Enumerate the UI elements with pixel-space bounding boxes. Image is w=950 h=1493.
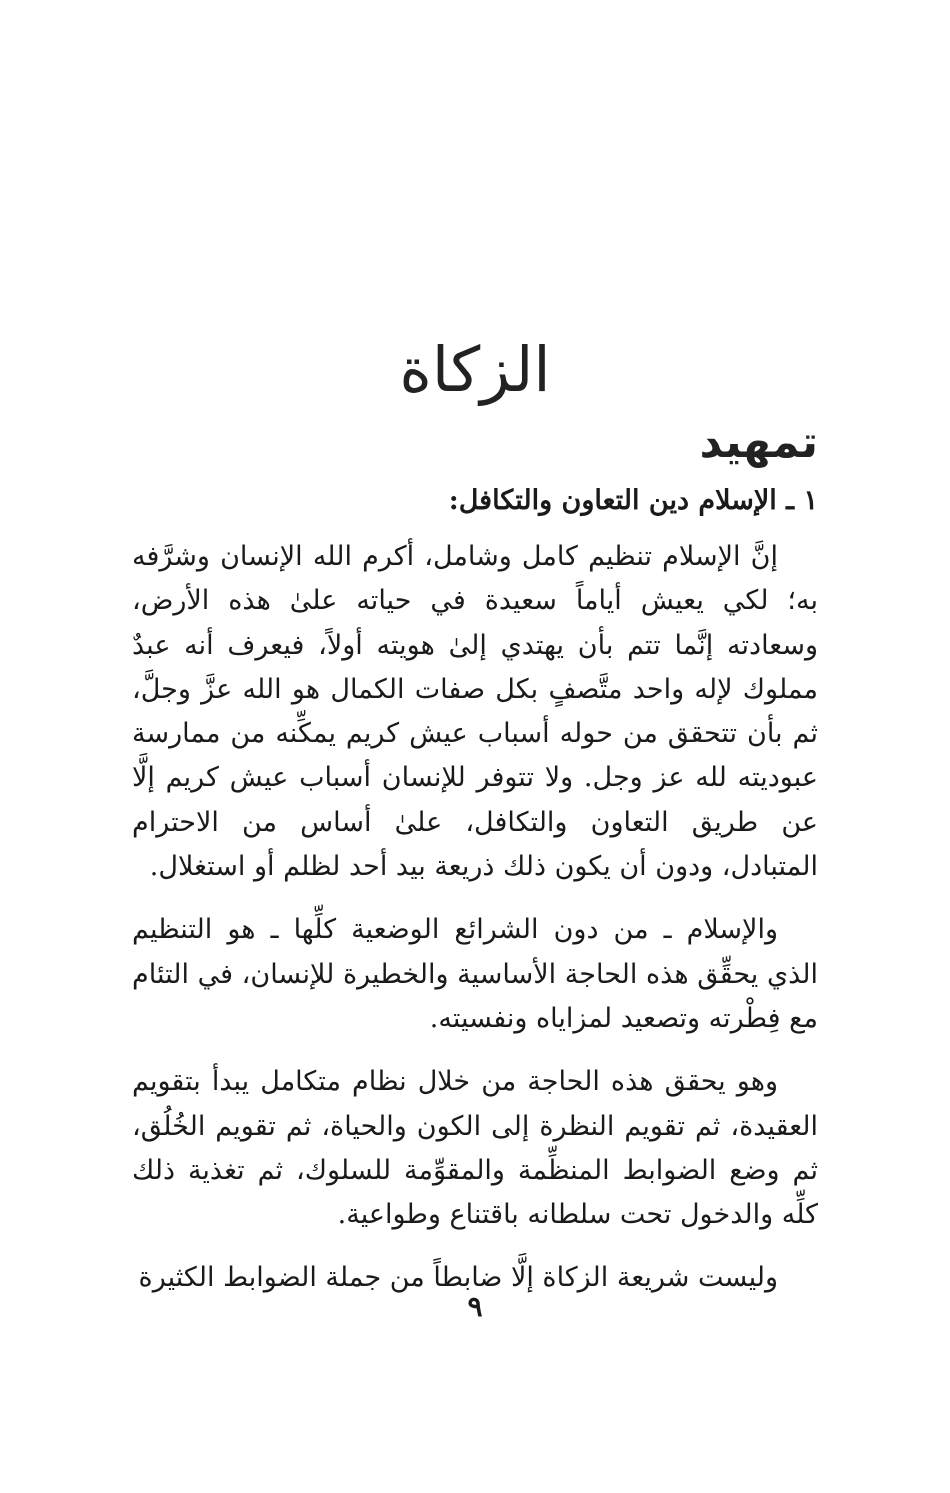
subheading: ١ ـ الإسلام دين التعاون والتكافل: — [448, 485, 818, 516]
paragraph: إنَّ الإسلام تنظيم كامل وشامل، أكرم الله الإنسان وشرَّفه به؛ لكي يعيش أياماً سعيدة في حياته علىٰ هذه الأرض، وسعادته إنَّما تتم بأن يهتدي إلىٰ هويته أولاً، فيعرف أنه عبدٌ مملوك لإله واحد متَّصفٍ بكل صفات الكمال هو الله عزَّ وجلَّ، ثم بأن تتحقق من حوله أسباب عيش كريم يمكِّنه من ممارسة عبوديته لله عز وجل. ولا تتوفر للإنسان أسباب عيش كريم إلَّا عن طريق التعاون والتكافل، علىٰ أساس من الاحترام المتبادل، ودون أن يكون ذلك ذريعة بيد أحد لظلم أو استغلال. — [132, 541, 818, 883]
paragraph: والإسلام ـ من دون الشرائع الوضعية كلِّها ـ هو التنظيم الذي يحقِّق هذه الحاجة الأساسية والخطيرة للإنسان، في التئام مع فِطْرته وتصعيد لمزاياه ونفسيته. — [132, 914, 818, 1034]
section-title: تمهيد — [699, 417, 818, 468]
paragraph: وليست شريعة الزكاة إلَّا ضابطاً من جملة الضوابط الكثيرة — [138, 1262, 778, 1294]
chapter-title: الزكاة — [399, 333, 551, 406]
paragraph: وهو يحقق هذه الحاجة من خلال نظام متكامل يبدأ بتقويم العقيدة، ثم تقويم النظرة إلى الكون والحياة، ثم تقويم الخُلُق، ثم وضع الضوابط المنظِّمة والمقوِّمة للسلوك، ثم تغذية ذلك كلِّه والدخول تحت سلطانه باقتناع وطواعية. — [132, 1066, 818, 1231]
body-text — [132, 535, 818, 1320]
page-number: ٩ — [467, 1290, 483, 1323]
